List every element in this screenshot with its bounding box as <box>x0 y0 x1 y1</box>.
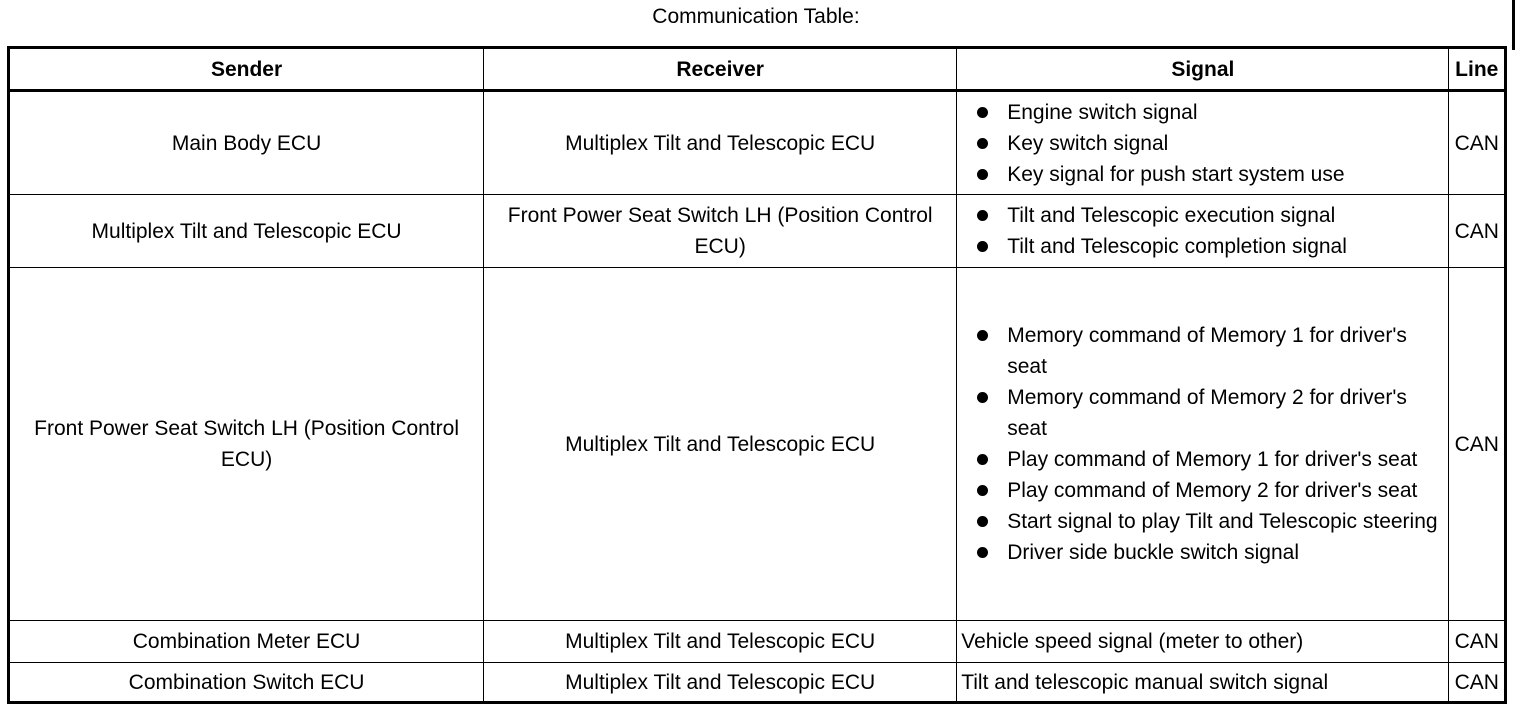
header-receiver: Receiver <box>484 48 957 91</box>
line-cell: CAN <box>1449 195 1506 268</box>
receiver-cell: Front Power Seat Switch LH (Position Control ECU) <box>484 195 957 268</box>
signal-item: Driver side buckle switch signal <box>961 537 1444 568</box>
signal-list <box>961 200 1444 262</box>
signal-cell: Tilt and telescopic manual switch signal <box>957 663 1449 703</box>
signal-item: Tilt and Telescopic execution signal <box>961 200 1444 231</box>
sender-cell: Combination Meter ECU <box>9 621 484 663</box>
signal-cell <box>957 195 1449 268</box>
header-line: Line <box>1449 48 1506 91</box>
line-cell: CAN <box>1449 268 1506 621</box>
table-row <box>9 91 1506 195</box>
signal-cell <box>957 91 1449 195</box>
signal-cell <box>957 268 1449 621</box>
signal-item: Memory command of Memory 1 for driver's seat <box>961 320 1444 382</box>
table-row <box>9 663 1506 703</box>
sender-cell: Combination Switch ECU <box>9 663 484 703</box>
receiver-cell: Multiplex Tilt and Telescopic ECU <box>484 268 957 621</box>
sender-cell: Front Power Seat Switch LH (Position Control ECU) <box>9 268 484 621</box>
line-cell: CAN <box>1449 91 1506 195</box>
table-row <box>9 195 1506 268</box>
signal-item: Key switch signal <box>961 128 1444 159</box>
signal-item: Memory command of Memory 2 for driver's seat <box>961 382 1444 444</box>
table-row <box>9 621 1506 663</box>
signal-item: Play command of Memory 1 for driver's seat <box>961 444 1444 475</box>
signal-cell: Vehicle speed signal (meter to other) <box>957 621 1449 663</box>
header-signal: Signal <box>957 48 1449 91</box>
signal-list <box>961 320 1444 568</box>
receiver-cell: Multiplex Tilt and Telescopic ECU <box>484 663 957 703</box>
table-header-row <box>9 48 1506 91</box>
communication-table <box>7 46 1507 704</box>
signal-item: Play command of Memory 2 for driver's seat <box>961 475 1444 506</box>
signal-item: Engine switch signal <box>961 97 1444 128</box>
signal-item: Start signal to play Tilt and Telescopic steering <box>961 506 1444 537</box>
signal-list <box>961 97 1444 190</box>
page-edge-rule <box>1512 0 1515 50</box>
receiver-cell: Multiplex Tilt and Telescopic ECU <box>484 621 957 663</box>
header-sender: Sender <box>9 48 484 91</box>
signal-item: Tilt and Telescopic completion signal <box>961 231 1444 262</box>
line-cell: CAN <box>1449 663 1506 703</box>
table-row <box>9 268 1506 621</box>
sender-cell: Main Body ECU <box>9 91 484 195</box>
signal-item: Key signal for push start system use <box>961 159 1444 190</box>
line-cell: CAN <box>1449 621 1506 663</box>
sender-cell: Multiplex Tilt and Telescopic ECU <box>9 195 484 268</box>
page-title: Communication Table: <box>652 5 860 28</box>
receiver-cell: Multiplex Tilt and Telescopic ECU <box>484 91 957 195</box>
